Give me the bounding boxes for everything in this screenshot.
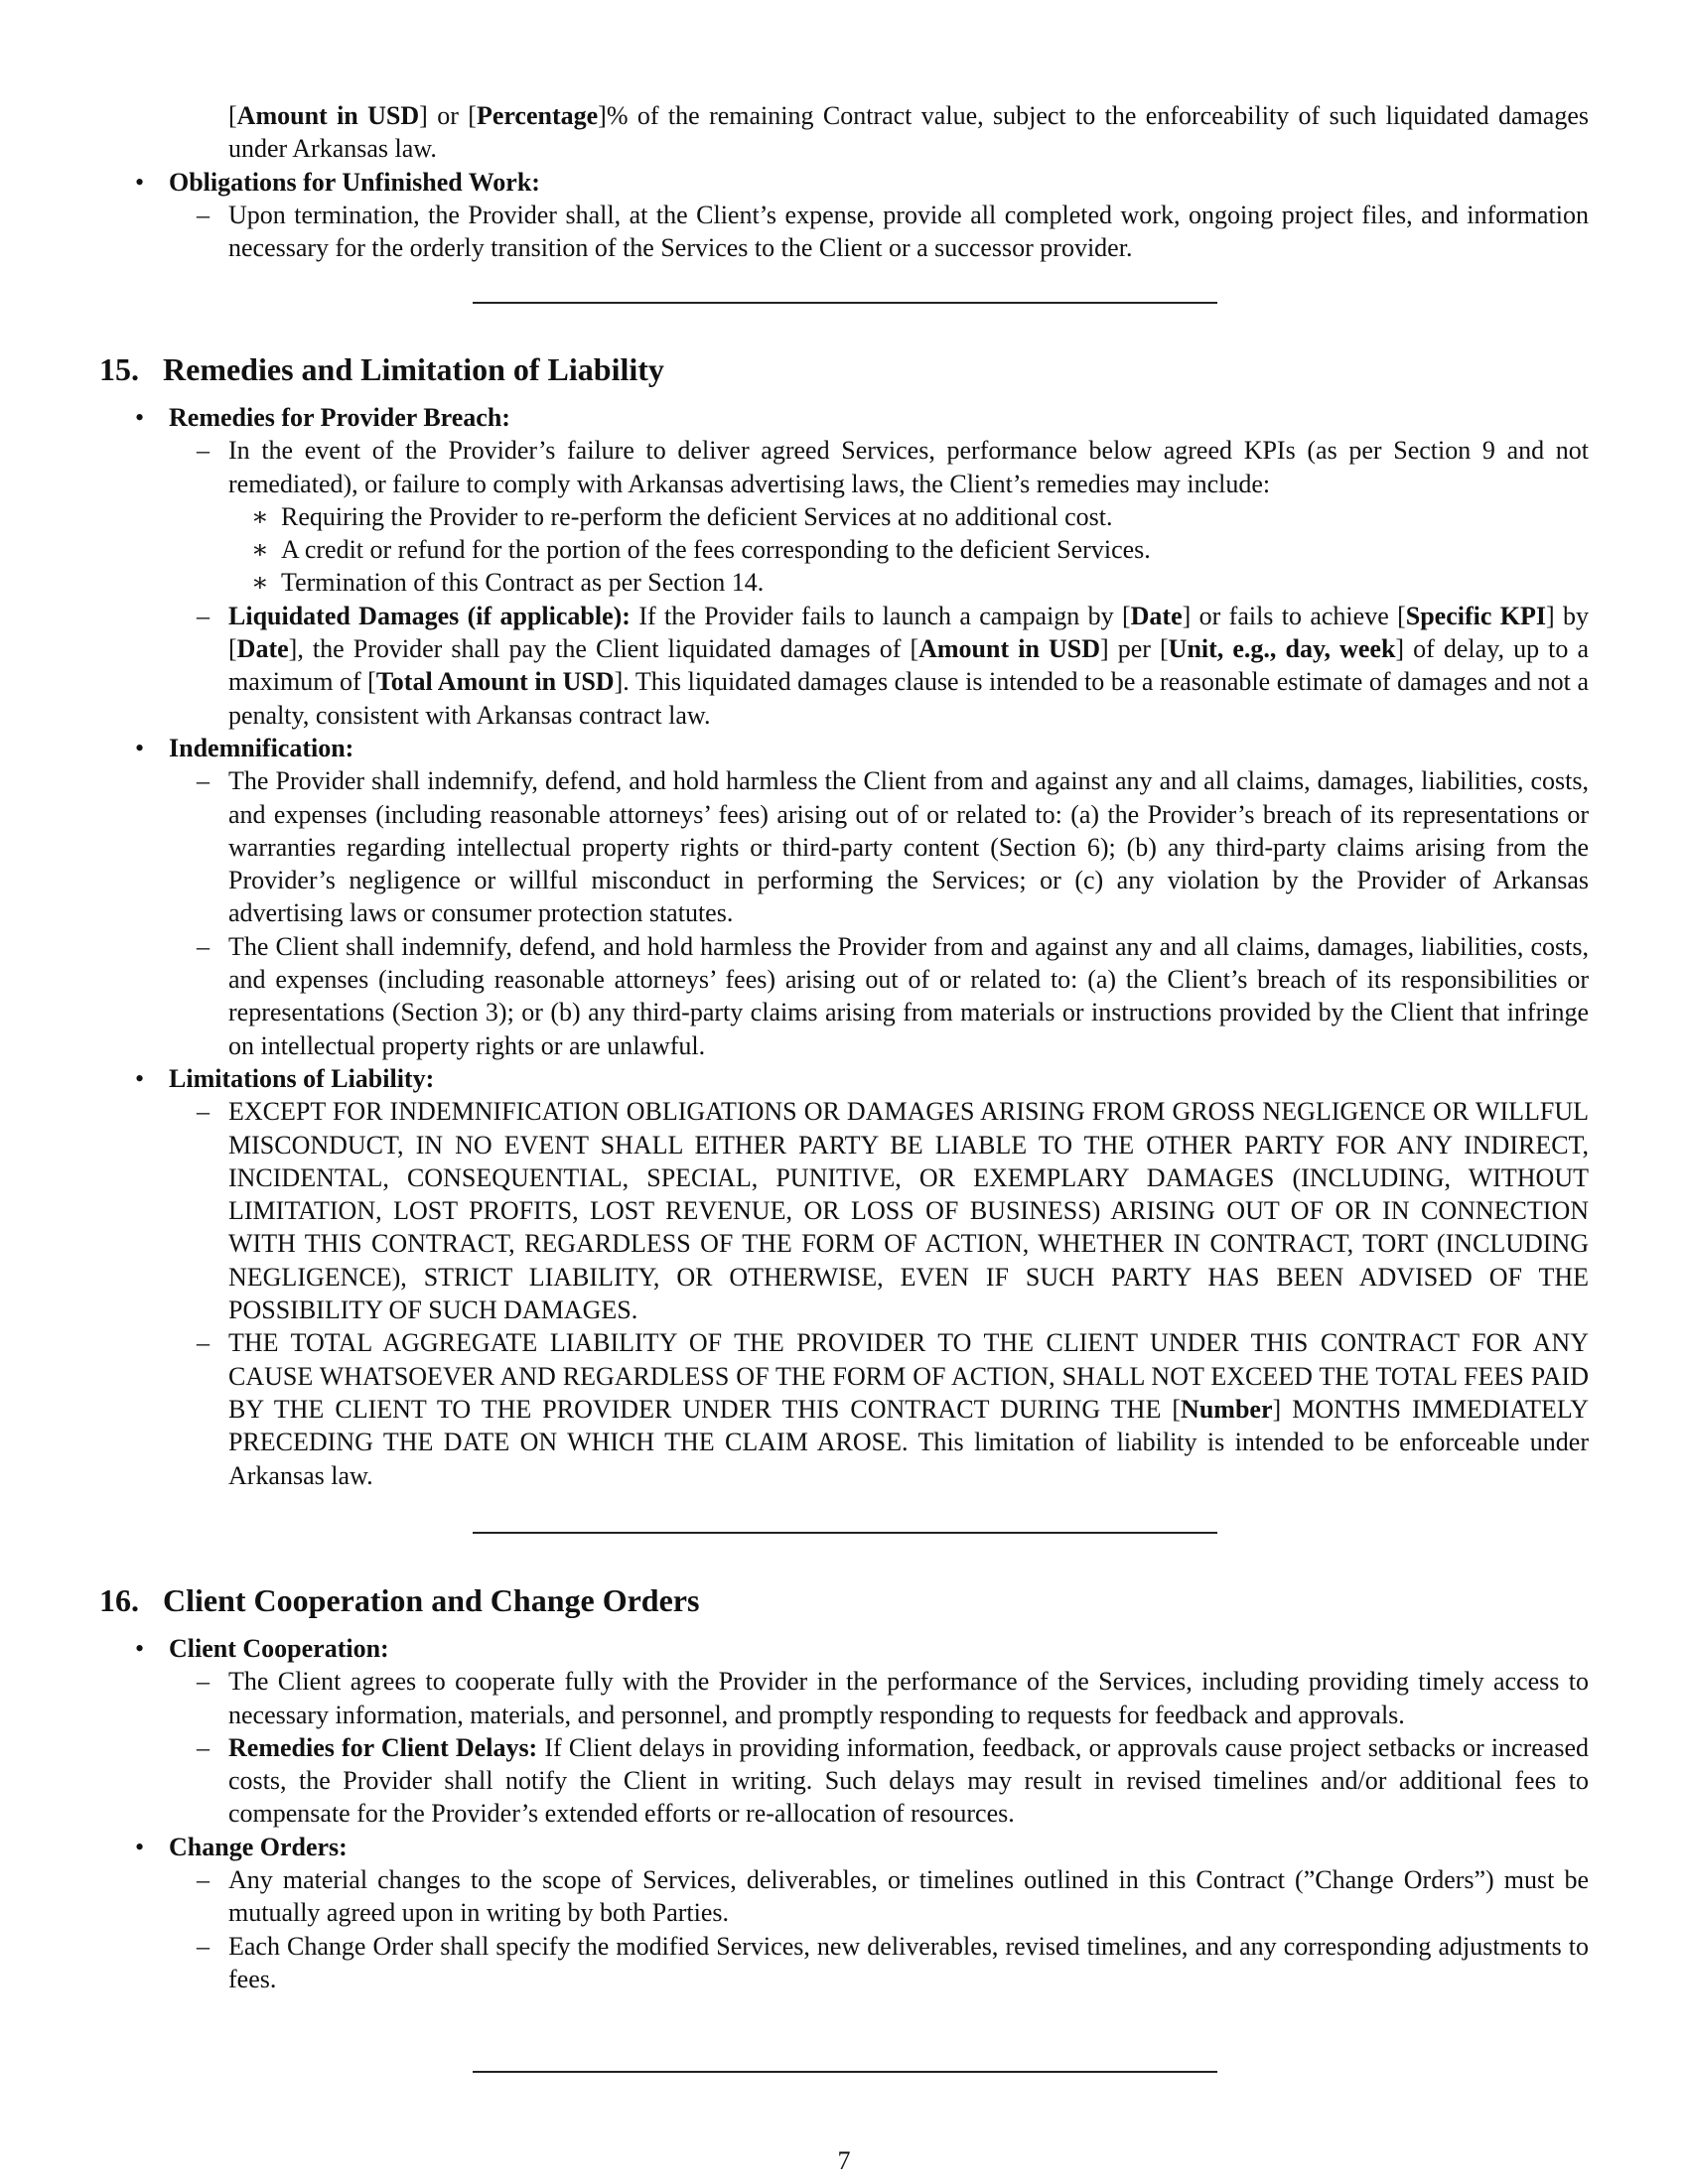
change-orders-subitem bbox=[99, 1930, 1589, 1996]
client-delays-subitem bbox=[99, 1731, 1589, 1831]
bold-text-run: Date bbox=[236, 634, 289, 664]
bullet-icon: • bbox=[135, 1063, 145, 1093]
text-run: [ bbox=[228, 101, 237, 130]
liquidated-damages-subitem bbox=[99, 600, 1589, 732]
text-run: If the Provider fails to launch a campaign by [ bbox=[630, 601, 1131, 630]
bullet-icon: • bbox=[135, 733, 145, 762]
remedy-option bbox=[99, 566, 1589, 599]
dash-icon: – bbox=[197, 601, 210, 630]
text-run: ] or [ bbox=[419, 101, 477, 130]
text-run: ] of delay, up to a maximum of [ bbox=[228, 634, 1589, 697]
text-run: THE TOTAL AGGREGATE LIABILITY OF THE PROVIDER TO THE CLIENT UNDER THIS CONTRACT FOR ANY CAUSE WHATSOEVER AND REGARDLESS OF THE FORM OF ACTION, SHALL NOT EXCEED THE TOTAL FEES PAID BY THE CLIENT TO THE PROVIDER UNDER THIS CONTRACT DURING THE [ bbox=[228, 1328, 1589, 1424]
indemnification-item bbox=[99, 732, 1589, 764]
bold-text-run: Percentage bbox=[476, 101, 599, 130]
section-divider bbox=[473, 302, 1217, 304]
remedies-item bbox=[99, 401, 1589, 434]
cooperation-item bbox=[99, 1632, 1589, 1665]
remedy-option-text: Requiring the Provider to re-perform the deficient Services at no additional cost. bbox=[281, 501, 1113, 531]
remedy-option bbox=[99, 533, 1589, 566]
obligations-unfinished-work-item bbox=[99, 166, 1589, 199]
bold-text-run: Number bbox=[1181, 1394, 1273, 1424]
page-number: 7 bbox=[837, 2146, 851, 2175]
change-orders-title: Change Orders: bbox=[169, 1832, 348, 1861]
bold-text-run: Date bbox=[1130, 601, 1183, 630]
text-run: ]. This liquidated damages clause is intended to be a reasonable estimate of damages and not a penalty, consistent with Arkansas contract law. bbox=[228, 667, 1589, 730]
bold-text-run: Amount in USD bbox=[236, 101, 420, 130]
section-number: 16. bbox=[99, 1582, 139, 1618]
section-14-continuation bbox=[99, 99, 1589, 264]
text-run: ] or fails to achieve [ bbox=[1182, 601, 1406, 630]
bullet-icon: • bbox=[135, 1634, 145, 1663]
cooperation-subitem bbox=[99, 1665, 1589, 1731]
bold-text-run: Amount in USD bbox=[918, 634, 1100, 664]
bold-text-run: Unit, e.g., day, week bbox=[1168, 634, 1396, 664]
dash-icon: – bbox=[197, 1732, 210, 1762]
obligations-title: Obligations for Unfinished Work: bbox=[169, 167, 540, 197]
dash-icon: – bbox=[197, 1667, 210, 1697]
remedy-option bbox=[99, 500, 1589, 533]
remedies-subitem bbox=[99, 434, 1589, 500]
section-divider bbox=[473, 2071, 1217, 2073]
cooperation-title: Client Cooperation: bbox=[169, 1634, 389, 1663]
change-orders-item bbox=[99, 1831, 1589, 1863]
change-orders-text-1: Any material changes to the scope of Services, deliverables, or timelines outlined in this Contract (”Change Orders”) must be mutually agreed upon in writing by both Parties. bbox=[228, 1865, 1589, 1928]
cooperation-text: The Client agrees to cooperate fully with the Provider in the performance of the Services, including providing timely access to necessary information, materials, and personnel, and promptly responding to requests for feedback and approvals. bbox=[228, 1667, 1589, 1729]
bold-text-run: Specific KPI bbox=[1405, 601, 1546, 630]
text-run: ], the Provider shall pay the Client liquidated damages of [ bbox=[288, 634, 919, 664]
change-orders-text-2: Each Change Order shall specify the modified Services, new deliverables, revised timelines, and any corresponding adjustments to fees. bbox=[228, 1931, 1589, 1993]
section-15 bbox=[99, 349, 1589, 1492]
limitations-item bbox=[99, 1062, 1589, 1095]
obligations-subitem bbox=[99, 199, 1589, 265]
dash-icon: – bbox=[197, 1865, 210, 1895]
star-icon: ∗ bbox=[251, 535, 269, 565]
limitations-title: Limitations of Liability: bbox=[169, 1063, 435, 1093]
remedy-option-text: Termination of this Contract as per Section 14. bbox=[281, 568, 765, 598]
client-indemnification-text: The Client shall indemnify, defend, and hold harmless the Provider from and against any and all claims, damages, liabilities, costs, and expenses (including reasonable attorneys’ fees) arising out of or related to: (a) the Client’s breach of its responsibilities or representations (Section 3); or (b) any third-party claims arising from materials or instructions provided by the Client that infringe on intellectual property rights or are unlawful. bbox=[228, 931, 1589, 1060]
dash-icon: – bbox=[197, 200, 210, 229]
limitations-text-1: EXCEPT FOR INDEMNIFICATION OBLIGATIONS OR DAMAGES ARISING FROM GROSS NEGLIGENCE OR WILLFUL MISCONDUCT, IN NO EVENT SHALL EITHER PARTY BE LIABLE TO THE OTHER PARTY FOR ANY INDIRECT, INCIDENTAL, CONSEQUENTIAL, SPECIAL, PUNITIVE, OR EXEMPLARY DAMAGES (INCLUDING, WITHOUT LIMITATION, LOST PROFITS, LOST REVENUE, OR LOSS OF BUSINESS) ARISING OUT OF OR IN CONNECTION WITH THIS CONTRACT, REGARDLESS OF THE FORM OF ACTION, WHETHER IN CONTRACT, TORT (INCLUDING NEGLIGENCE), STRICT LIABILITY, OR OTHERWISE, EVEN IF SUCH PARTY HAS BEEN ADVISED OF THE POSSIBILITY OF SUCH DAMAGES. bbox=[228, 1097, 1589, 1325]
client-delays-text bbox=[228, 1731, 1589, 1831]
dash-icon: – bbox=[197, 1328, 210, 1358]
text-run: ] by [ bbox=[228, 601, 1589, 664]
section-number: 15. bbox=[99, 351, 139, 387]
section-divider bbox=[473, 1532, 1217, 1534]
section-16-heading bbox=[99, 1580, 1589, 1620]
change-orders-subitem bbox=[99, 1863, 1589, 1930]
dash-icon: – bbox=[197, 931, 210, 961]
dash-icon: – bbox=[197, 436, 210, 466]
bullet-icon: • bbox=[135, 167, 145, 197]
star-icon: ∗ bbox=[251, 501, 269, 531]
text-run: ] per [ bbox=[1100, 634, 1169, 664]
indemnification-subitem bbox=[99, 764, 1589, 929]
limitations-subitem bbox=[99, 1095, 1589, 1326]
text-run: If Client delays in providing information, feedback, or approvals cause project setbacks or increased costs, the Provider shall notify the Client in writing. Such delays may result in revised timelines and/or additional fees to compensate for the Provider’s extended efforts or re-allocation of resources. bbox=[228, 1732, 1589, 1829]
text-run: ]% of the remaining Contract value, subject to the enforceability of such liquidated damages under Arkansas law. bbox=[228, 101, 1589, 164]
section-15-heading bbox=[99, 349, 1589, 389]
limitations-text-2 bbox=[228, 1326, 1589, 1491]
bullet-icon: • bbox=[135, 403, 145, 432]
remedy-option-text: A credit or refund for the portion of the fees corresponding to the deficient Services. bbox=[281, 535, 1151, 565]
section-16 bbox=[99, 1580, 1589, 1995]
section-title: Client Cooperation and Change Orders bbox=[163, 1582, 700, 1618]
indemnification-subitem bbox=[99, 930, 1589, 1062]
provider-indemnification-text: The Provider shall indemnify, defend, and hold harmless the Client from and against any and all claims, damages, liabilities, costs, and expenses (including reasonable attorneys’ fees) arising out of or related to: (a) the Provider’s breach of its representations or warranties regarding intellectual property rights or third-party content (Section 6); (b) any third-party claims arising from the Provider’s negligence or willful misconduct in performing the Services; or (c) any violation by the Provider of Arkansas advertising laws or consumer protection statutes. bbox=[228, 766, 1589, 928]
obligations-text: Upon termination, the Provider shall, at the Client’s expense, provide all completed work, ongoing project files, and information necessary for the orderly transition of the Services to the Client or a successor provider. bbox=[228, 200, 1589, 263]
section-title: Remedies and Limitation of Liability bbox=[163, 351, 664, 387]
bullet-icon: • bbox=[135, 1832, 145, 1861]
star-icon: ∗ bbox=[251, 568, 269, 598]
limitations-subitem bbox=[99, 1326, 1589, 1491]
liquidated-damages-continuation bbox=[99, 99, 1589, 166]
text-run: ] MONTHS IMMEDIATELY PRECEDING THE DATE ON WHICH THE CLAIM AROSE. This limitation of liability is intended to be enforceable under Arkansas law. bbox=[228, 1394, 1589, 1490]
indemnification-title: Indemnification: bbox=[169, 733, 354, 762]
dash-icon: – bbox=[197, 766, 210, 796]
dash-icon: – bbox=[197, 1097, 210, 1127]
dash-icon: – bbox=[197, 1931, 210, 1961]
remedies-title: Remedies for Provider Breach: bbox=[169, 403, 510, 432]
liquidated-damages-text bbox=[228, 600, 1589, 732]
remedies-text: In the event of the Provider’s failure to deliver agreed Services, performance below agreed KPIs (as per Section 9 and not remediated), or failure to comply with Arkansas advertising laws, the Client’s remedies may include: bbox=[228, 436, 1589, 498]
bold-text-run: Liquidated Damages (if applicable): bbox=[228, 601, 631, 630]
bold-text-run: Total Amount in USD bbox=[375, 667, 615, 697]
bold-text-run: Remedies for Client Delays: bbox=[228, 1732, 538, 1762]
